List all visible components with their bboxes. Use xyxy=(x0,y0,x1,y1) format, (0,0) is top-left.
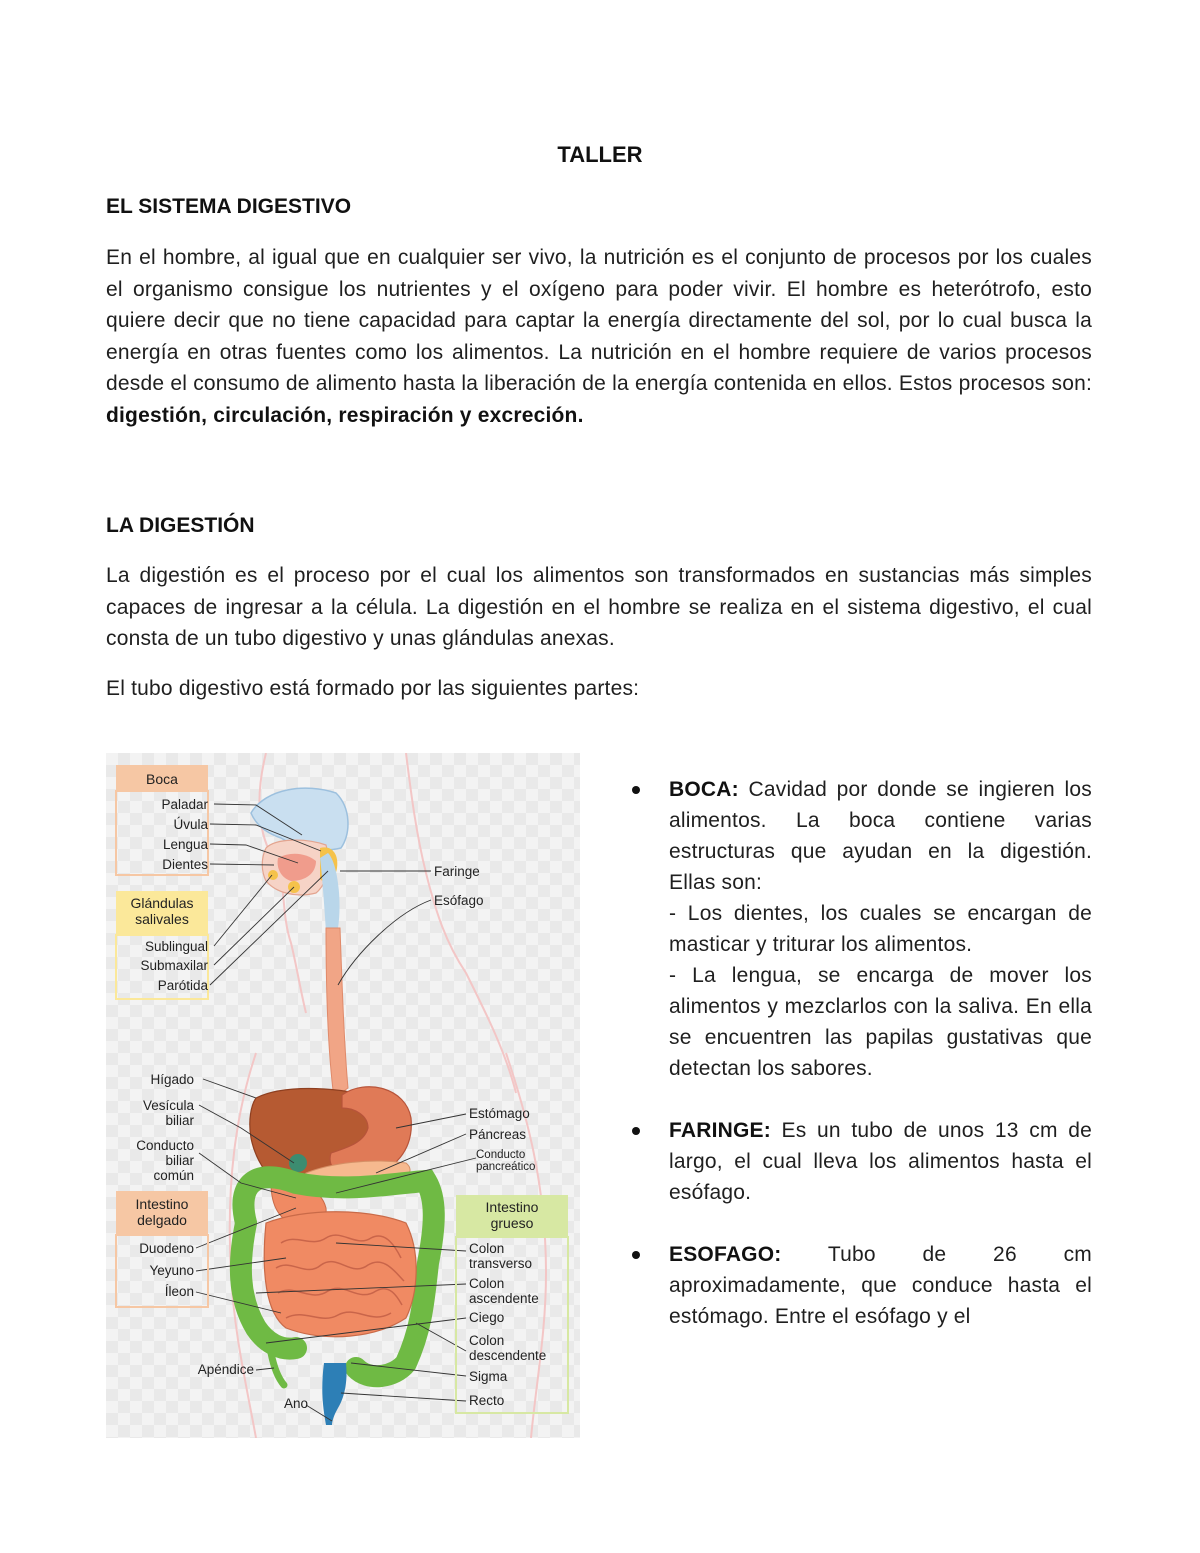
box-title-intestino-delgado: Intestino delgado xyxy=(135,1196,189,1228)
label-ano: Ano xyxy=(283,1396,308,1411)
page-title: TALLER xyxy=(557,142,643,167)
label-duodeno: Duodeno xyxy=(139,1241,194,1256)
label-pancreas: Páncreas xyxy=(469,1127,527,1142)
paragraph-nutricion xyxy=(106,242,1092,431)
label-dientes: Dientes xyxy=(162,857,208,872)
label-sublingual: Sublingual xyxy=(144,939,208,954)
label-higado: Hígado xyxy=(150,1072,194,1087)
list-item-faringe: FARINGE: Es un tubo de unos 13 cm de largo, el cual lleva los alimentos hasta el esófago. xyxy=(632,1115,1092,1208)
list-item-esofago: ESOFAGO: Tubo de 26 cm aproximadamente, que conduce hasta el estómago. Entre el esófago y el xyxy=(632,1239,1092,1332)
list-item-boca-dientes: - Los dientes, los cuales se encargan de masticar y triturar los alimentos. xyxy=(669,902,1092,956)
digestive-system-diagram xyxy=(106,753,580,1438)
label-recto: Recto xyxy=(469,1393,505,1408)
label-estomago: Estómago xyxy=(469,1106,530,1121)
label-colon-transverso: Colon transverso xyxy=(469,1241,533,1271)
rectum xyxy=(322,1363,346,1425)
label-yeyuno: Yeyuno xyxy=(149,1263,194,1278)
label-colon-descendente: Colon descendente xyxy=(469,1333,547,1363)
paragraph-digestion: La digestión es el proceso por el cual los alimentos son transformados en sustancias más simples capaces de ingresar a la célula. La digestión en el hombre se realiza en el sistema digestivo, el cual consta de un tubo digestivo y unas glándulas anexas. xyxy=(106,564,1092,650)
bullet-dot xyxy=(632,1127,640,1135)
section-heading-digestion: LA DIGESTIÓN xyxy=(106,514,255,537)
list-item-boca-lengua: - La lengua, se encarga de mover los alimentos y mezclarlos con la saliva. En ella se encuentren las papilas gustativas que detectan los sabores. xyxy=(669,964,1092,1080)
box-title-intestino-grueso: Intestino grueso xyxy=(485,1199,539,1231)
label-vesicula: Vesícula biliar xyxy=(142,1098,194,1128)
esophagus xyxy=(326,928,348,1098)
label-parotida: Parótida xyxy=(157,978,208,993)
label-submaxilar: Submaxilar xyxy=(140,958,208,973)
bullet-dot xyxy=(632,1251,640,1259)
label-conducto-biliar: Conducto biliar común xyxy=(136,1138,194,1183)
box-title-boca: Boca xyxy=(146,771,178,787)
label-ciego: Ciego xyxy=(469,1310,505,1325)
body-outline-right xyxy=(406,753,516,1093)
label-paladar: Paladar xyxy=(161,797,208,812)
box-title-glandulas: Glándulas salivales xyxy=(130,895,194,927)
label-conducto-pancreatico: Conducto pancreático xyxy=(476,1149,536,1173)
digestive-parts-list xyxy=(632,774,1092,1332)
label-apendice: Apéndice xyxy=(197,1362,254,1377)
label-lengua: Lengua xyxy=(162,837,208,852)
section-heading-sistema-digestivo: EL SISTEMA DIGESTIVO xyxy=(106,195,352,218)
label-colon-ascendente: Colon ascendente xyxy=(469,1276,539,1306)
label-esofago: Esófago xyxy=(434,893,484,908)
gallbladder xyxy=(289,1154,307,1172)
label-uvula: Úvula xyxy=(173,817,208,832)
list-item-boca xyxy=(632,774,1092,1084)
label-sigma: Sigma xyxy=(469,1369,508,1384)
label-ileon: Íleon xyxy=(164,1284,194,1299)
list-item-boca-intro: BOCA: Cavidad por donde se ingieren los alimentos. La boca contiene varias estructuras que ayudan en la digestión. Ellas son: xyxy=(669,778,1092,894)
bullet-dot xyxy=(632,786,640,794)
paragraph-tubo-intro: El tubo digestivo está formado por las siguientes partes: xyxy=(106,677,640,700)
paragraph-nutricion-bold: digestión, circulación, respiración y excreción. xyxy=(106,403,584,427)
label-faringe: Faringe xyxy=(434,864,480,879)
paragraph-nutricion-text: En el hombre, al igual que en cualquier ser vivo, la nutrición es el conjunto de procesos por los cuales el organismo consigue los nutrientes y el oxígeno para poder vivir. El hombre es heterótrofo, esto quiere decir que no tiene capacidad para captar la energía directamente del sol, por lo cual busca la energía en otras fuentes como los alimentos. La nutrición en el hombre requiere de varios procesos desde el consumo de alimento hasta la liberación de la energía contenida en ellos. Estos procesos son: xyxy=(106,246,1092,395)
